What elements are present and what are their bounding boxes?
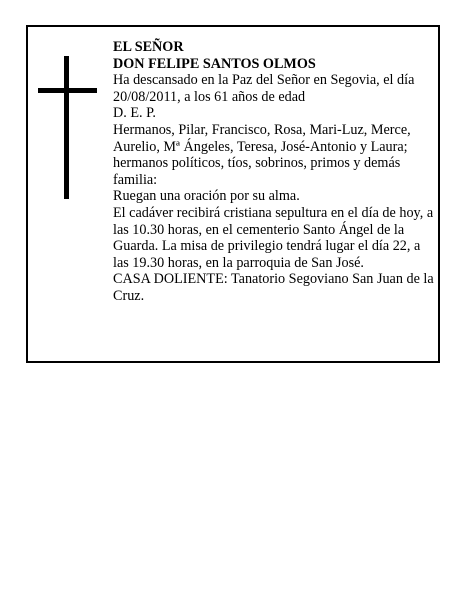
family-list: Hermanos, Pilar, Francisco, Rosa, Mari-Luz, Merce, Aurelio, Mª Ángeles, Teresa, José-Antonio y Laura; hermanos políticos, tíos, sobrinos, primos y demás familia: [113,121,411,188]
cross-vertical-bar [64,56,69,199]
death-announcement: Ha descansado en la Paz del Señor en Segovia, el día 20/08/2011, a los 61 años de edad [113,72,415,105]
rip-line: D. E. P. [113,105,156,122]
funeral-details: El cadáver recibirá cristiana sepultura en el día de hoy, a las 10.30 horas, en el cementerio Santo Ángel de la Guarda. La misa de privilegio tendrá lugar el día 22, a las 19.30 horas, en la parroquia de San José. [113,204,434,271]
mourning-house: CASA DOLIENTE: Tanatorio Segoviano San Juan de la Cruz. [113,271,434,304]
prayer-request: Ruegan una oración por su alma. [113,188,300,205]
deceased-name: DON FELIPE SANTOS OLMOS [113,55,316,72]
notice-text [113,39,435,305]
cross-horizontal-bar [38,88,97,93]
obituary-notice [26,25,440,363]
notice-heading: EL SEÑOR [113,39,184,55]
cross-icon [38,56,97,199]
